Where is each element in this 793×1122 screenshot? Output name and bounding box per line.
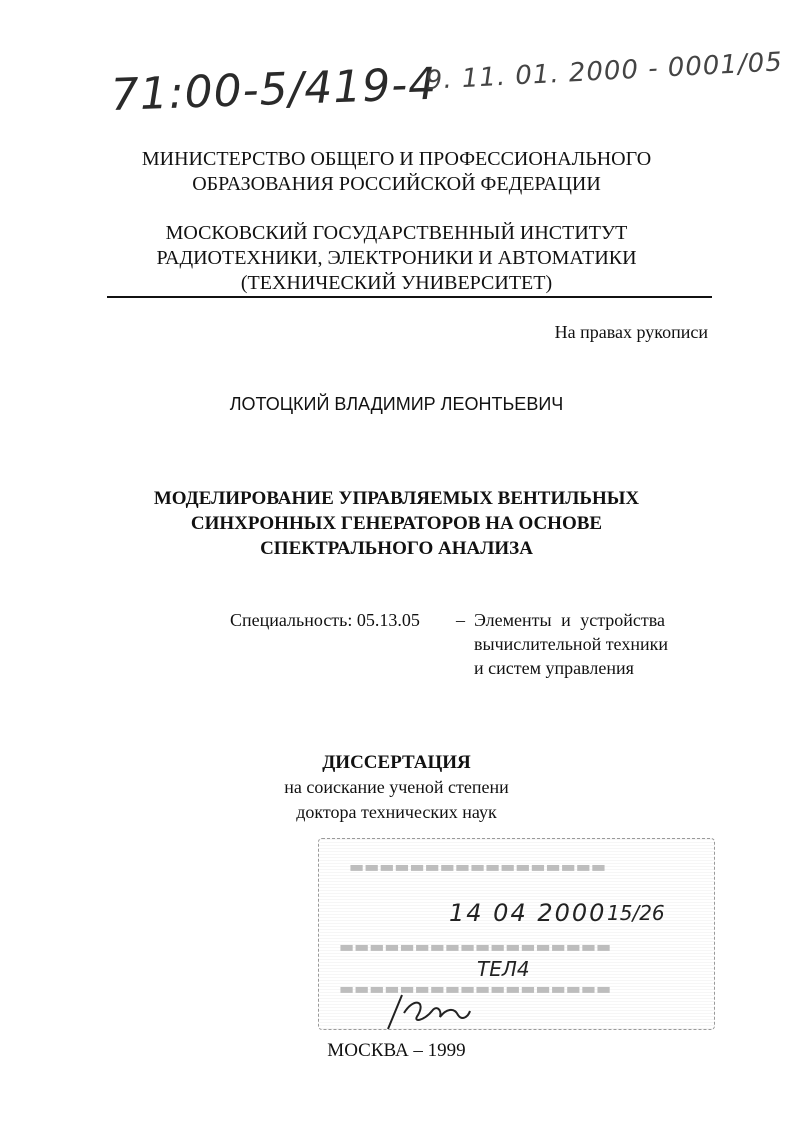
- specialty-dash: –: [456, 610, 465, 630]
- rights-note: На правах рукописи: [554, 322, 708, 342]
- stamp-date: 14 04 2000: [449, 899, 607, 927]
- city-year: МОСКВА – 1999: [327, 1040, 466, 1061]
- dissertation-degree-line-1: на соискание ученой степени: [284, 777, 509, 797]
- ministry-line-1: МИНИСТЕРСТВО ОБЩЕГО И ПРОФЕССИОНАЛЬНОГО: [141, 148, 652, 170]
- library-stamp: [318, 838, 715, 1030]
- title-line-2: СИНХРОННЫХ ГЕНЕРАТОРОВ НА ОСНОВЕ: [190, 513, 603, 534]
- title-line-1: МОДЕЛИРОВАНИЕ УПРАВЛЯЕМЫХ ВЕНТИЛЬНЫХ: [153, 488, 640, 509]
- dissertation-heading: ДИССЕРТАЦИЯ: [322, 752, 471, 773]
- stamp-code: ТЕЛ4: [477, 957, 530, 981]
- institute-line-1: МОСКОВСКИЙ ГОСУДАРСТВЕННЫЙ ИНСТИТУТ: [165, 222, 628, 244]
- stamp-faint-text: ▬▬▬▬▬▬▬▬▬▬▬▬▬▬▬▬▬▬: [339, 937, 612, 956]
- stamp-faint-text: ▬▬▬▬▬▬▬▬▬▬▬▬▬▬▬▬▬▬: [339, 979, 612, 998]
- signature-icon: [384, 991, 474, 1031]
- institute-line-3: (ТЕХНИЧЕСКИЙ УНИВЕРСИТЕТ): [240, 272, 553, 294]
- stamp-number: 15/26: [607, 901, 665, 925]
- institute-line-2: РАДИОТЕХНИКИ, ЭЛЕКТРОНИКИ И АВТОМАТИКИ: [156, 247, 637, 269]
- header-divider: [107, 296, 712, 298]
- specialty-description-line-1: Элементы и устройства: [474, 610, 666, 630]
- author-name: ЛОТОЦКИЙ ВЛАДИМИР ЛЕОНТЬЕВИЧ: [229, 394, 564, 414]
- handwritten-registration-number: 71:00-5/419-4: [110, 58, 438, 121]
- specialty-label: Специальность: 05.13.05: [230, 610, 420, 630]
- specialty-description-line-3: и систем управления: [474, 658, 634, 678]
- handwritten-registration-code: 9. 11. 01. 2000 - 0001/05: [425, 47, 784, 96]
- ministry-line-2: ОБРАЗОВАНИЯ РОССИЙСКОЙ ФЕДЕРАЦИИ: [192, 173, 601, 195]
- stamp-faint-text: ▬▬▬▬▬▬▬▬▬▬▬▬▬▬▬▬▬: [349, 857, 606, 876]
- specialty-description-line-2: вычислительной техники: [474, 634, 668, 654]
- dissertation-degree-line-2: доктора технических наук: [296, 802, 497, 822]
- title-line-3: СПЕКТРАЛЬНОГО АНАЛИЗА: [260, 538, 533, 559]
